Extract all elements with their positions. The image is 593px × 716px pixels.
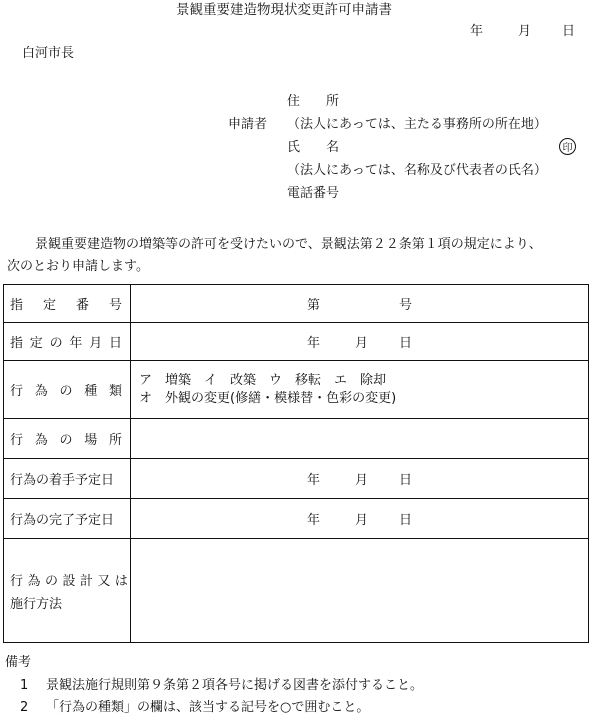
- day-label: 日: [398, 336, 412, 351]
- remark-item: [20, 700, 369, 716]
- label-char: 年: [69, 336, 83, 351]
- applicant-label: 申請者: [228, 117, 268, 132]
- phone-label: 電話番号: [287, 186, 340, 201]
- row-design-method: [4, 539, 589, 643]
- completion-date-label: 行為の完了予定日: [4, 499, 131, 539]
- remarks-heading: 備考: [5, 655, 32, 670]
- action-type-label: [4, 361, 131, 419]
- label-char: 号: [108, 298, 122, 313]
- remark-text: 「行為の種類」の欄は、該当する記号を○で囲むこと。: [46, 700, 370, 715]
- designation-number-field[interactable]: [131, 285, 589, 323]
- label-char: 定: [42, 298, 56, 313]
- label-char: 指: [10, 336, 24, 351]
- start-date-label: 行為の着手予定日: [4, 459, 131, 499]
- submission-date: [470, 24, 575, 40]
- row-designation-date: [4, 323, 589, 361]
- designation-number-label: [4, 285, 131, 323]
- name-note: （法人にあっては、名称及び代表者の氏名）: [287, 163, 547, 178]
- action-location-label: [4, 419, 131, 459]
- year-label: 年: [306, 513, 320, 528]
- month-label: 月: [518, 24, 532, 39]
- number-suffix: 号: [398, 298, 412, 313]
- label-char: 行: [10, 384, 24, 399]
- row-designation-number: [4, 285, 589, 323]
- label-char: の: [59, 384, 73, 399]
- designation-date-label: [4, 323, 131, 361]
- year-label: 年: [306, 336, 320, 351]
- label-char: 日: [108, 336, 122, 351]
- request-line-2: 次のとおり申請します。: [7, 259, 149, 274]
- action-options-line-1: ア 増築 イ 改築 ウ 移転 エ 除却: [139, 372, 387, 388]
- design-method-field[interactable]: [131, 539, 589, 643]
- start-date-field[interactable]: [131, 459, 589, 499]
- label-char: の: [59, 433, 73, 448]
- label-char: 為: [27, 573, 41, 589]
- action-type-options[interactable]: [131, 361, 589, 419]
- day-label: 日: [398, 473, 412, 488]
- action-options-line-2: オ 外観の変更(修繕・模様替・色彩の変更): [139, 390, 397, 406]
- label-char: 番: [75, 298, 89, 313]
- name-label: 氏 名: [287, 140, 340, 155]
- design-method-label: [4, 539, 131, 643]
- month-label: 月: [354, 473, 368, 488]
- number-prefix: 第: [306, 298, 320, 313]
- label-char: 設: [62, 573, 76, 589]
- row-action-type: [4, 361, 589, 419]
- label-char: 所: [108, 433, 122, 448]
- label-char: は: [114, 573, 128, 589]
- label-char: 指: [10, 298, 24, 313]
- year-label: 年: [306, 473, 320, 488]
- label-char: 定: [29, 336, 43, 351]
- remark-text: 景観法施行規則第９条第２項各号に掲げる図書を添付すること。: [46, 678, 424, 693]
- label-char: 類: [108, 384, 122, 399]
- label-char: の: [49, 336, 63, 351]
- month-label: 月: [354, 513, 368, 528]
- design-method-label-line-2: 施行方法: [10, 596, 63, 612]
- remark-number: 1: [20, 678, 29, 693]
- label-char: 又: [97, 573, 111, 589]
- row-start-date: [4, 459, 589, 499]
- month-label: 月: [354, 336, 368, 351]
- label-char: 為: [34, 433, 48, 448]
- address-label: 住 所: [287, 94, 340, 109]
- address-note: （法人にあっては、主たる事務所の所在地）: [287, 117, 547, 132]
- label-char: 行: [10, 433, 24, 448]
- remark-number: 2: [20, 700, 29, 715]
- addressee: 白河市長: [22, 46, 75, 61]
- label-char: 月: [89, 336, 103, 351]
- request-line-1: 景観重要建造物の増築等の許可を受けたいので、景観法第２２条第１項の規定により、: [35, 237, 542, 252]
- year-label: 年: [470, 24, 484, 39]
- application-table: [3, 284, 589, 643]
- row-completion-date: [4, 499, 589, 539]
- day-label: 日: [562, 24, 576, 39]
- row-action-location: [4, 419, 589, 459]
- form-title: 景観重要建造物現状変更許可申請書: [176, 2, 392, 18]
- designation-date-field[interactable]: [131, 323, 589, 361]
- seal-mark: 印: [559, 138, 576, 155]
- action-location-field[interactable]: [131, 419, 589, 459]
- remark-item: [20, 678, 423, 694]
- label-char: 場: [84, 433, 98, 448]
- label-char: の: [44, 573, 58, 589]
- completion-date-field[interactable]: [131, 499, 589, 539]
- label-char: 種: [84, 384, 98, 399]
- label-char: 為: [34, 384, 48, 399]
- request-statement: [7, 234, 582, 278]
- label-char: 計: [79, 573, 93, 589]
- day-label: 日: [398, 513, 412, 528]
- label-char: 行: [10, 573, 24, 589]
